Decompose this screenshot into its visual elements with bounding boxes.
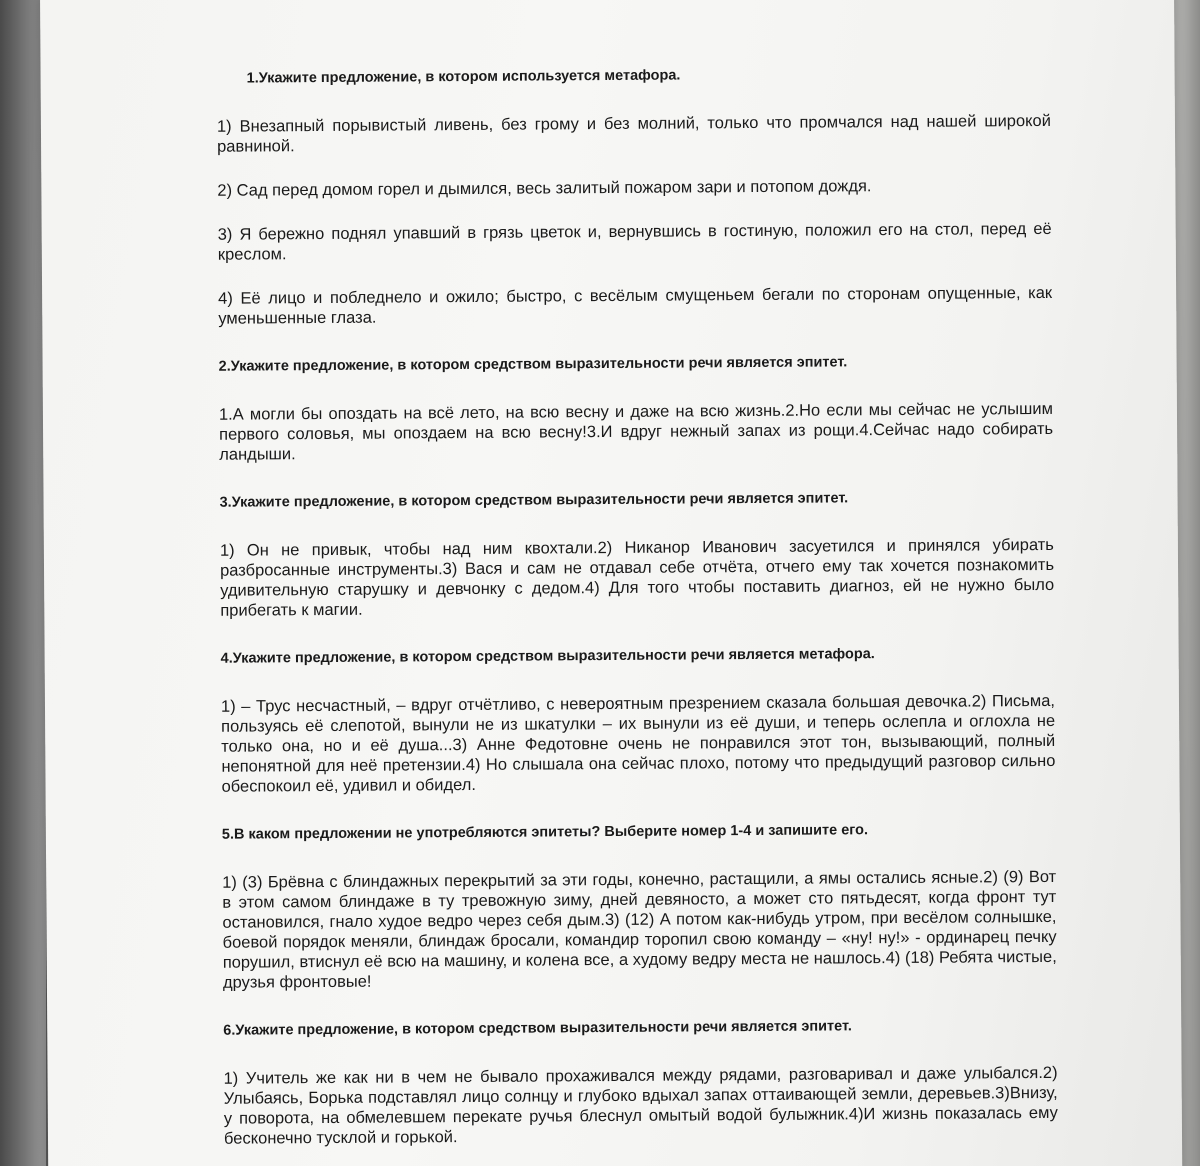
question-5-text: 1) (3) Брёвна с блиндажных перекрытий за эти годы, конечно, растащили, а ямы остались ясные.2) (9) Вот в этом самом блиндаже в ту тревожную зиму, дней девяносто, а может сто пятьдесят, когда фронт тут остановился, гнало худое ведро через себя дым.3) (12) А потом как-нибудь утром, при весёлом солнышке, боевой порядок меняли, блиндаж бросали, командир торопил свою команду – «ну! ну!» - ординарец печку порушил, втиснул её всю на машину, и колена все, а худому ведру места не нашлось.4) (18) Ребята чистые, друзья фронтовые!: [222, 867, 1057, 992]
question-1-option-4: 4) Её лицо и побледнело и ожило; быстро, с весёлым смущеньем бегали по сторонам опущенные, как уменьшенные глаза.: [218, 283, 1053, 328]
question-1-title: 1.Укажите предложение, в котором используется метафора.: [246, 67, 681, 87]
question-1-option-1: 1) Внезапный порывистый ливень, без грому и без молний, только что промчался над нашей широкой равниной.: [216, 111, 1051, 156]
question-2-text: 1.А могли бы опоздать на всё лето, на всю весну и даже на всю жизнь.2.Но если мы сейчас не услышим первого соловья, мы опоздаем на всю весну!3.И вдруг нежный запах из рощи.4.Сейчас надо собирать ландыши.: [218, 399, 1054, 464]
question-1-option-2: 2) Сад перед домом горел и дымился, весь залитый пожаром зари и потопом дождя.: [217, 177, 872, 200]
question-2-title: 2.Укажите предложение, в котором средством выразительности речи является эпитет.: [218, 354, 848, 375]
question-3-text: 1) Он не привык, чтобы над ним квохтали.2) Никанор Иванович засуетился и принялся убирать разбросанные инструменты.3) Вася и сам не отдавал себе отчёта, отчего ему так хочется познакомить удивительную старушку и девчонку с дедом.4) Для того чтобы поставить диагноз, ей не нужно было прибегать к магии.: [219, 535, 1055, 620]
question-6-text: 1) Учитель же как ни в чем не бывало прохаживался между рядами, разговаривал и даже улыбался.2) Улыбаясь, Борька подставлял лицо солнцу и глубоко вдыхал запах оттаивающей земли, деревьев.3)Внизу, у поворота, на обмелевшем перекате ручья блеснул омытый водой булыжник.4)И жизнь показалась ему бесконечно тусклой и горькой.: [223, 1063, 1058, 1148]
table-shadow: [0, 0, 46, 1166]
paper-sheet: [40, 0, 1182, 1166]
question-4-title: 4.Укажите предложение, в котором средством выразительности речи является метафора.: [220, 646, 875, 667]
question-3-title: 3.Укажите предложение, в котором средством выразительности речи является эпитет.: [219, 490, 849, 511]
question-1-option-3: 3) Я бережно поднял упавший в грязь цветок и, вернувшись в гостиную, положил его на стол, перед её креслом.: [217, 219, 1052, 264]
document-body: [217, 63, 1059, 1149]
question-5-title: 5.В каком предложении не употребляются эпитеты? Выберите номер 1-4 и запишите его.: [221, 822, 869, 843]
question-4-text: 1) – Трус несчастный, – вдруг отчётливо, с невероятным презрением сказала большая девочка.2) Письма, пользуясь её слепотой, вынули не из шкатулки – их вынули из её души, и теперь ослепла и оглохла не только она, но и её душа...3) Анне Федотовне очень не понравился этот тон, вызывающий, полный непонятной для неё претензии.4) Но слышала она сейчас плохо, потому что предыдущий разговор сильно обеспокоил её, удивил и обидел.: [220, 691, 1056, 796]
question-6-title: 6.Укажите предложение, в котором средством выразительности речи является эпитет.: [223, 1018, 852, 1039]
